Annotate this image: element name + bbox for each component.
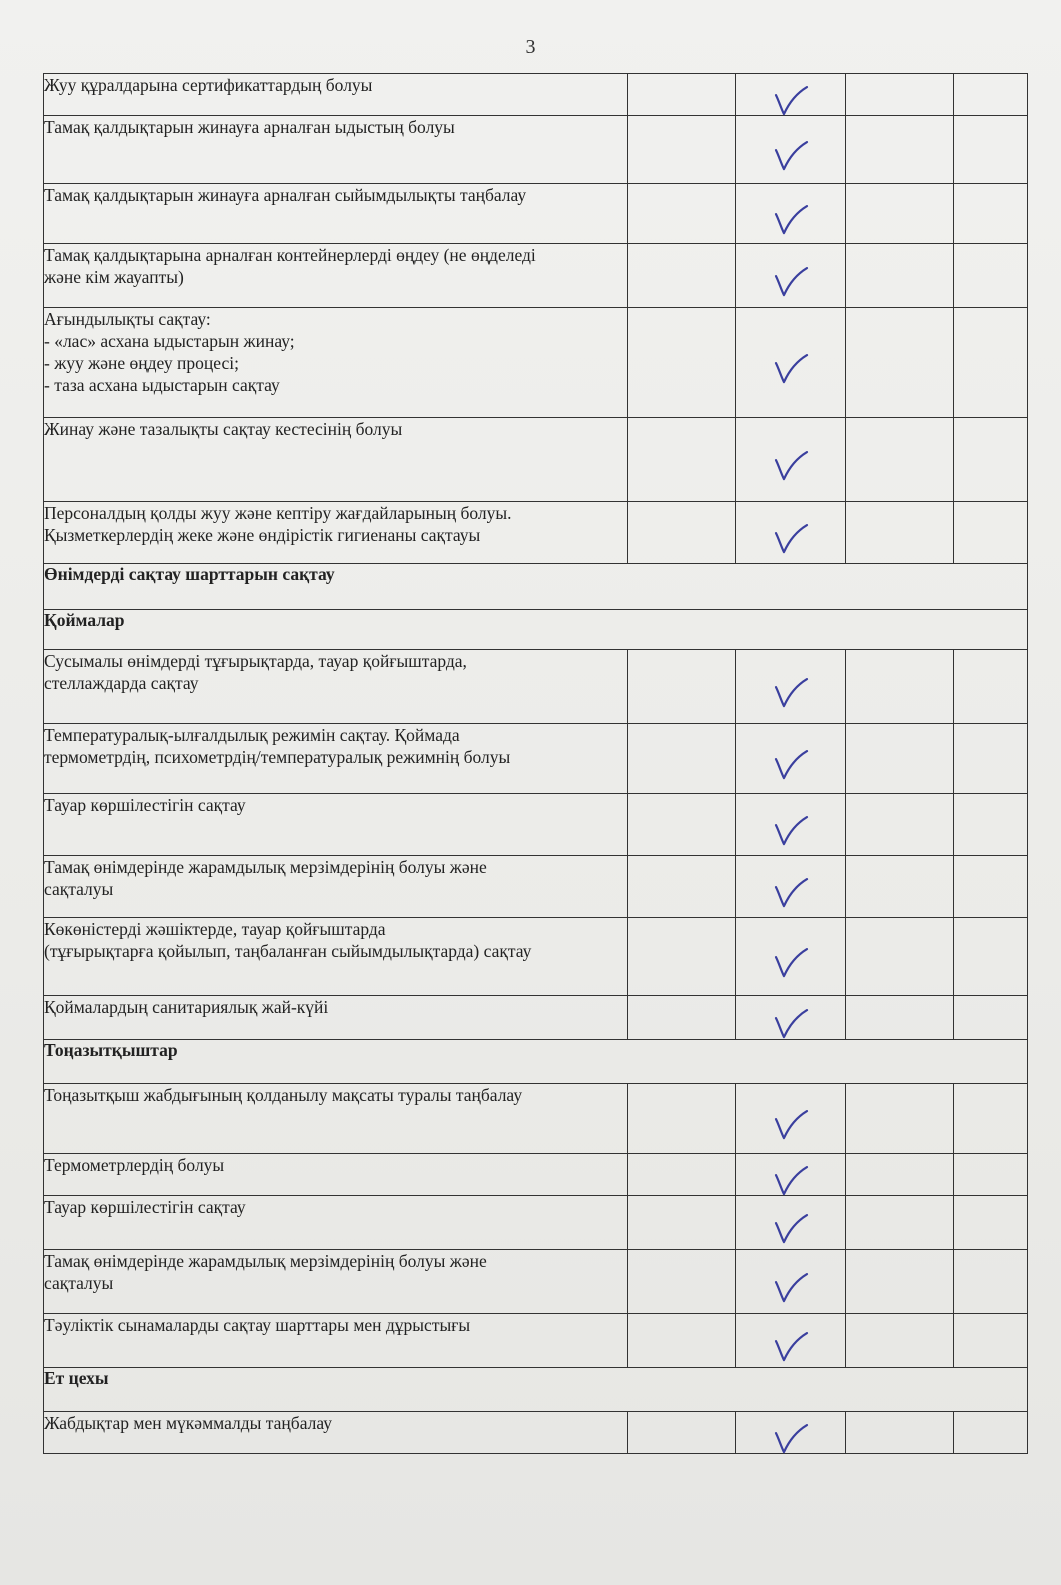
checkmark-icon (770, 1329, 812, 1363)
requirement-line: - «лас» асхана ыдыстарын жинау; (44, 331, 295, 351)
checkmark-icon (770, 521, 812, 555)
empty-cell (846, 1412, 954, 1454)
checkmark-icon (770, 813, 812, 847)
empty-cell (628, 724, 736, 794)
mark-cell (736, 116, 846, 184)
checklist-row (44, 650, 1028, 724)
requirement-line: сақталуы (44, 879, 114, 899)
requirement-text (44, 918, 628, 996)
empty-cell (846, 418, 954, 502)
requirement-text (44, 794, 628, 856)
mark-cell (736, 856, 846, 918)
checklist-row (44, 74, 1028, 116)
mark-cell (736, 996, 846, 1040)
checklist-row (44, 1196, 1028, 1250)
empty-cell (628, 650, 736, 724)
empty-cell (628, 1196, 736, 1250)
requirement-line: - таза асхана ыдыстарын сақтау (44, 375, 280, 395)
checklist-row (44, 794, 1028, 856)
checkmark-icon (770, 83, 812, 117)
requirement-line: Көкөністерді жәшіктерде, тауар қойғыштарда (44, 919, 386, 939)
empty-cell (954, 308, 1028, 418)
mark-cell (736, 74, 846, 116)
requirement-text (44, 1250, 628, 1314)
empty-cell (846, 1084, 954, 1154)
handwritten-check (770, 521, 812, 555)
empty-cell (846, 308, 954, 418)
checklist-row (44, 1084, 1028, 1154)
checklist-row (44, 244, 1028, 308)
checklist-row (44, 1154, 1028, 1196)
requirement-text (44, 996, 628, 1040)
mark-cell (736, 418, 846, 502)
requirement-line: Тамақ қалдықтарын жинауға арналған сыйымдылықты таңбалау (44, 185, 527, 205)
mark-cell (736, 1314, 846, 1368)
requirement-line: Тамақ өнімдерінде жарамдылық мерзімдерінің болуы және (44, 1251, 487, 1271)
mark-cell (736, 918, 846, 996)
empty-cell (846, 1314, 954, 1368)
empty-cell (846, 116, 954, 184)
section-title: Қоймалар (44, 610, 1028, 650)
empty-cell (628, 244, 736, 308)
requirement-text (44, 244, 628, 308)
empty-cell (846, 74, 954, 116)
empty-cell (954, 74, 1028, 116)
section-header-row (44, 1368, 1028, 1412)
empty-cell (628, 794, 736, 856)
section-header-row (44, 564, 1028, 610)
checkmark-icon (770, 1211, 812, 1245)
mark-cell (736, 308, 846, 418)
empty-cell (954, 1154, 1028, 1196)
mark-cell (736, 1196, 846, 1250)
empty-cell (954, 724, 1028, 794)
requirement-text (44, 1084, 628, 1154)
handwritten-check (770, 675, 812, 709)
checkmark-icon (770, 675, 812, 709)
checklist-row (44, 724, 1028, 794)
empty-cell (628, 1154, 736, 1196)
section-header-row (44, 1040, 1028, 1084)
handwritten-check (770, 1211, 812, 1245)
handwritten-check (770, 1270, 812, 1304)
requirement-text (44, 116, 628, 184)
handwritten-check (770, 875, 812, 909)
handwritten-check (770, 1329, 812, 1363)
handwritten-check (770, 202, 812, 236)
requirement-line: - жуу және өңдеу процесі; (44, 353, 239, 373)
handwritten-check (770, 448, 812, 482)
requirement-line: Ағындылықты сақтау: (44, 309, 211, 329)
empty-cell (628, 502, 736, 564)
empty-cell (628, 1084, 736, 1154)
requirement-line: Тоңазытқыш жабдығының қолданылу мақсаты туралы таңбалау (44, 1085, 523, 1105)
requirement-line: Қоймалардың санитариялық жай-күйі (44, 997, 329, 1017)
page-number: 3 (525, 36, 536, 58)
section-title: Тоңазытқыштар (44, 1040, 1028, 1084)
requirement-line: термометрдің, психометрдің/температуралық режимнің болуы (44, 747, 511, 767)
requirement-text (44, 184, 628, 244)
section-title: Өнімдерді сақтау шарттарын сақтау (44, 564, 1028, 610)
handwritten-check (770, 1006, 812, 1040)
requirement-line: Тамақ қалдықтарын жинауға арналған ыдыстың болуы (44, 117, 455, 137)
requirement-text (44, 502, 628, 564)
requirement-line: Жабдықтар мен мүкәммалды таңбалау (44, 1413, 332, 1433)
requirement-text (44, 724, 628, 794)
empty-cell (954, 418, 1028, 502)
requirement-line: Тауар көршілестігін сақтау (44, 795, 246, 815)
requirement-text (44, 74, 628, 116)
checkmark-icon (770, 264, 812, 298)
checklist-row (44, 184, 1028, 244)
checklist-row (44, 308, 1028, 418)
requirement-text (44, 650, 628, 724)
checkmark-icon (770, 747, 812, 781)
checkmark-icon (770, 138, 812, 172)
checkmark-icon (770, 1006, 812, 1040)
checklist-row (44, 918, 1028, 996)
handwritten-check (770, 138, 812, 172)
handwritten-check (770, 1421, 812, 1455)
requirement-line: және кім жауапты) (44, 267, 184, 287)
empty-cell (628, 308, 736, 418)
requirement-line: Жуу құралдарына сертификаттардың болуы (44, 75, 373, 95)
empty-cell (628, 74, 736, 116)
checkmark-icon (770, 1107, 812, 1141)
empty-cell (954, 856, 1028, 918)
empty-cell (628, 996, 736, 1040)
checkmark-icon (770, 1270, 812, 1304)
requirement-line: Тауар көршілестігін сақтау (44, 1197, 246, 1217)
empty-cell (846, 244, 954, 308)
checkmark-icon (770, 945, 812, 979)
checkmark-icon (770, 1163, 812, 1197)
empty-cell (846, 1154, 954, 1196)
requirement-text (44, 1154, 628, 1196)
handwritten-check (770, 351, 812, 385)
checklist-row (44, 116, 1028, 184)
checklist-row (44, 1412, 1028, 1454)
requirement-line: Тамақ қалдықтарына арналған контейнерлерді өңдеу (не өңделеді (44, 245, 536, 265)
empty-cell (954, 116, 1028, 184)
mark-cell (736, 1250, 846, 1314)
checklist-row (44, 502, 1028, 564)
checkmark-icon (770, 875, 812, 909)
empty-cell (628, 1250, 736, 1314)
empty-cell (954, 1314, 1028, 1368)
requirement-text (44, 1412, 628, 1454)
empty-cell (954, 1250, 1028, 1314)
empty-cell (846, 918, 954, 996)
checkmark-icon (770, 448, 812, 482)
empty-cell (846, 856, 954, 918)
checkmark-icon (770, 1421, 812, 1455)
mark-cell (736, 650, 846, 724)
empty-cell (628, 116, 736, 184)
empty-cell (954, 502, 1028, 564)
section-header-row (44, 610, 1028, 650)
requirement-text (44, 418, 628, 502)
requirement-line: Тәуліктік сынамаларды сақтау шарттары мен дұрыстығы (44, 1315, 471, 1335)
requirement-line: стеллаждарда сақтау (44, 673, 199, 693)
empty-cell (954, 1084, 1028, 1154)
empty-cell (846, 502, 954, 564)
requirement-line: Қызметкерлердің жеке және өндірістік гигиенаны сақтауы (44, 525, 481, 545)
requirement-line: сақталуы (44, 1273, 114, 1293)
empty-cell (954, 244, 1028, 308)
empty-cell (954, 918, 1028, 996)
empty-cell (846, 650, 954, 724)
mark-cell (736, 724, 846, 794)
empty-cell (628, 1314, 736, 1368)
empty-cell (846, 724, 954, 794)
handwritten-check (770, 813, 812, 847)
empty-cell (954, 996, 1028, 1040)
empty-cell (628, 856, 736, 918)
requirement-line: Жинау және тазалықты сақтау кестесінің болуы (44, 419, 403, 439)
requirement-text (44, 856, 628, 918)
empty-cell (954, 794, 1028, 856)
checkmark-icon (770, 202, 812, 236)
mark-cell (736, 1084, 846, 1154)
requirement-line: (тұғырықтарға қойылып, таңбаланған сыйымдылықтарда) сақтау (44, 941, 532, 961)
mark-cell (736, 1412, 846, 1454)
empty-cell (954, 184, 1028, 244)
inspection-checklist-table (43, 73, 1028, 1454)
handwritten-check (770, 1107, 812, 1141)
checklist-body (44, 74, 1028, 1454)
requirement-line: Температуралық-ылғалдылық режимін сақтау. Қоймада (44, 725, 460, 745)
handwritten-check (770, 83, 812, 117)
checklist-row (44, 1314, 1028, 1368)
empty-cell (846, 184, 954, 244)
empty-cell (846, 1196, 954, 1250)
empty-cell (846, 1250, 954, 1314)
empty-cell (846, 996, 954, 1040)
requirement-line: Тамақ өнімдерінде жарамдылық мерзімдерінің болуы және (44, 857, 487, 877)
mark-cell (736, 502, 846, 564)
checklist-row (44, 1250, 1028, 1314)
mark-cell (736, 1154, 846, 1196)
section-title: Ет цехы (44, 1368, 1028, 1412)
checklist-row (44, 856, 1028, 918)
handwritten-check (770, 945, 812, 979)
requirement-text (44, 308, 628, 418)
empty-cell (628, 918, 736, 996)
empty-cell (628, 1412, 736, 1454)
requirement-text (44, 1314, 628, 1368)
handwritten-check (770, 264, 812, 298)
requirement-line: Персоналдың қолды жуу және кептіру жағдайларының болуы. (44, 503, 512, 523)
empty-cell (954, 1412, 1028, 1454)
empty-cell (954, 1196, 1028, 1250)
empty-cell (954, 650, 1028, 724)
handwritten-check (770, 1163, 812, 1197)
empty-cell (628, 418, 736, 502)
requirement-line: Термометрлердің болуы (44, 1155, 225, 1175)
checklist-row (44, 996, 1028, 1040)
empty-cell (846, 794, 954, 856)
mark-cell (736, 184, 846, 244)
handwritten-check (770, 747, 812, 781)
requirement-text (44, 1196, 628, 1250)
requirement-line: Сусымалы өнімдерді тұғырықтарда, тауар қойғыштарда, (44, 651, 467, 671)
mark-cell (736, 794, 846, 856)
checklist-row (44, 418, 1028, 502)
mark-cell (736, 244, 846, 308)
empty-cell (628, 184, 736, 244)
checkmark-icon (770, 351, 812, 385)
